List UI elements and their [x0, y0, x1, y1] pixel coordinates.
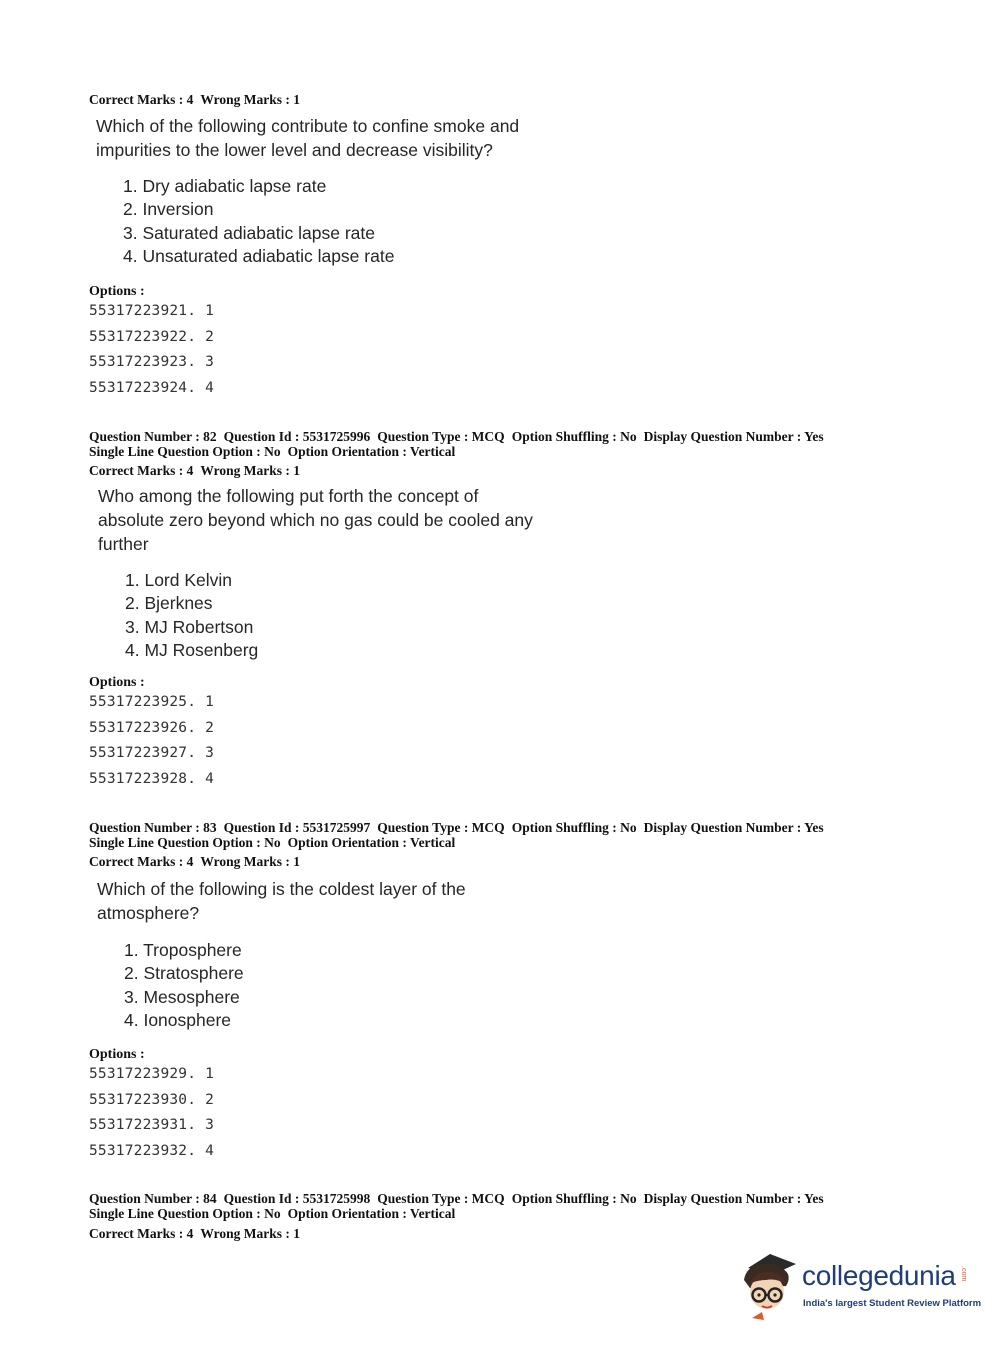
choice-item: 4. Ionosphere: [124, 1010, 232, 1031]
logo-wordmark: collegedunia: [802, 1260, 956, 1291]
question-header-line2: Single Line Question Option : No Option Orientation : Vertical: [89, 444, 456, 459]
option-id: 55317223932. 4: [89, 1142, 215, 1159]
marks-line: Correct Marks : 4 Wrong Marks : 1: [89, 1226, 300, 1241]
choice-item: 3. MJ Robertson: [125, 616, 254, 637]
option-id: 55317223930. 2: [89, 1091, 215, 1108]
option-id: 55317223922. 2: [89, 328, 215, 345]
option-id: 55317223931. 3: [89, 1117, 215, 1133]
mascot-icon: [740, 1250, 800, 1320]
choice-item: 4. MJ Rosenberg: [125, 640, 259, 661]
logo-suffix: .com: [960, 1266, 967, 1282]
choice-item: 1. Dry adiabatic lapse rate: [123, 176, 327, 196]
option-id: 55317223921. 1: [89, 303, 215, 319]
question-header-line2: Single Line Question Option : No Option Orientation : Vertical: [89, 1206, 456, 1221]
question-text: Which of the following is the coldest layer of the atmosphere?: [97, 879, 466, 923]
question-header: Question Number : 84 Question Id : 5531725998 Question Type : MCQ Option Shuffling : No Display Question Number : Yes: [89, 1191, 824, 1206]
choice-item: 2. Bjerknes: [125, 593, 213, 614]
logo-tagline: India's largest Student Review Platform: [803, 1298, 982, 1309]
option-id: 55317223927. 3: [89, 745, 215, 761]
marks-line: Correct Marks : 4 Wrong Marks : 1: [89, 463, 300, 478]
choice-item: 4. Unsaturated adiabatic lapse rate: [123, 246, 395, 267]
choice-list: [124, 939, 244, 1033]
collegedunia-logo: [740, 1250, 982, 1320]
question-text: Who among the following put forth the concept of absolute zero beyond which no gas could be cooled any further: [98, 486, 533, 554]
choice-item: 1. Lord Kelvin: [125, 570, 233, 590]
option-id: 55317223925. 1: [89, 694, 215, 710]
question-text: Which of the following contribute to confine smoke and impurities to the lower level and decrease visibility?: [96, 116, 520, 160]
option-id: 55317223926. 2: [89, 719, 215, 736]
option-id: 55317223929. 1: [89, 1066, 215, 1082]
option-id-list: [89, 690, 214, 792]
option-id-list: [89, 299, 214, 401]
marks-line: Correct Marks : 4 Wrong Marks : 1: [89, 92, 300, 107]
choice-item: 1. Troposphere: [124, 940, 242, 960]
choice-item: 2. Stratosphere: [124, 963, 244, 984]
choice-item: 3. Saturated adiabatic lapse rate: [123, 222, 375, 243]
options-label: Options :: [89, 284, 145, 299]
choice-item: 2. Inversion: [123, 199, 214, 220]
choice-item: 3. Mesosphere: [124, 986, 240, 1007]
options-label: Options :: [89, 675, 145, 690]
question-header-line2: Single Line Question Option : No Option Orientation : Vertical: [89, 835, 456, 850]
option-id: 55317223923. 3: [89, 354, 215, 370]
option-id: 55317223928. 4: [89, 770, 215, 787]
option-id: 55317223924. 4: [89, 379, 215, 396]
options-label: Options :: [89, 1047, 145, 1062]
question-header: Question Number : 83 Question Id : 5531725997 Question Type : MCQ Option Shuffling : No Display Question Number : Yes: [89, 820, 824, 835]
question-header: Question Number : 82 Question Id : 5531725996 Question Type : MCQ Option Shuffling : No Display Question Number : Yes: [89, 429, 824, 444]
choice-list: [125, 569, 258, 663]
marks-line: Correct Marks : 4 Wrong Marks : 1: [89, 854, 300, 869]
choice-list: [123, 175, 394, 269]
option-id-list: [89, 1062, 214, 1164]
